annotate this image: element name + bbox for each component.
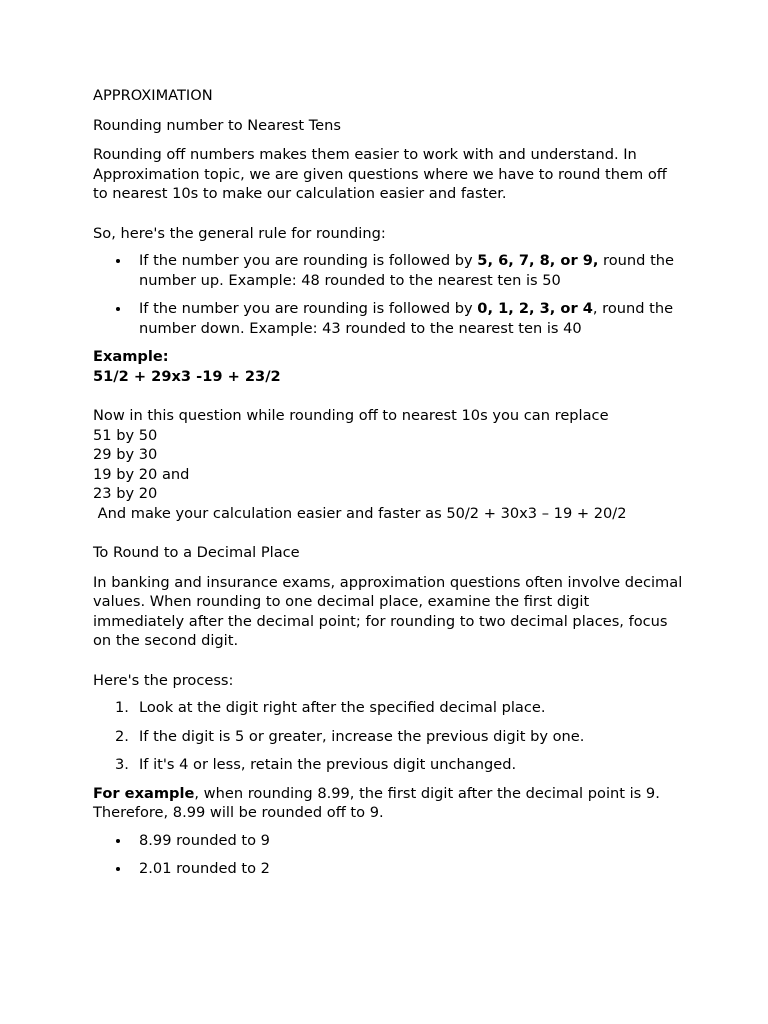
list-item: [93, 251, 683, 290]
replacement-line: 51 by 50: [93, 426, 158, 444]
document-page: [93, 86, 683, 888]
decimal-intro-paragraph: In banking and insurance exams, approximation questions often involve decimal values. When rounding to one decimal place, examine the first digit immediately after the decimal point; for rounding to two decimal places, focus on the second digit.: [93, 573, 683, 649]
list-item: [93, 755, 683, 775]
rule-text: If the number you are rounding is followed by: [139, 300, 478, 317]
step-text: If it's 4 or less, retain the previous digit unchanged.: [139, 756, 517, 773]
example-bold-label: For example: [93, 784, 195, 802]
rule-intro: So, here's the general rule for rounding:: [93, 224, 386, 242]
rule-text: , round the number down. Example: 43 rounded to the nearest ten is 40: [139, 300, 674, 337]
rule-bold-digits: 5, 6, 7, 8, or 9,: [477, 252, 599, 269]
list-item: [93, 698, 683, 718]
example-expression-text: 51/2 + 29x3 -19 + 23/2: [93, 367, 281, 385]
step-text: If the digit is 5 or greater, increase the previous digit by one.: [139, 727, 585, 745]
rule-text: If the number you are rounding is followed by: [139, 252, 478, 269]
step-text: Look at the digit right after the specified decimal place.: [139, 699, 546, 716]
intro-paragraph: Rounding off numbers makes them easier to work with and understand. In Approximation topic, we are given questions where we have to round them off to nearest 10s to make our calculation easier and faster.: [93, 146, 667, 202]
rule-text: round the number up. Example: 48 rounded to the nearest ten is 50: [139, 252, 675, 289]
rule-bold-digits: 0, 1, 2, 3, or 4: [477, 300, 593, 317]
document-title: APPROXIMATION: [93, 87, 213, 104]
list-item: [93, 727, 683, 747]
step-number: 3.: [115, 756, 129, 773]
decimal-examples-list: [93, 831, 683, 879]
section-heading-nearest-tens: Rounding number to Nearest Tens: [93, 116, 341, 134]
list-item: 8.99 rounded to 9: [93, 831, 683, 851]
rules-list: [93, 251, 683, 338]
step-number: 2.: [115, 727, 129, 745]
process-steps-list: [93, 698, 683, 775]
explanation-line: Now in this question while rounding off to nearest 10s you can replace: [93, 407, 609, 424]
decimal-example-paragraph: [93, 784, 683, 823]
step-number: 1.: [115, 699, 129, 716]
example-label: [93, 347, 683, 367]
replacement-line: 29 by 30: [93, 446, 158, 463]
example-expression: [93, 367, 683, 387]
conclusion-line: And make your calculation easier and faster as 50/2 + 30x3 – 19 + 20/2: [93, 504, 627, 522]
replacement-block: [93, 406, 683, 523]
process-intro: Here's the process:: [93, 671, 234, 689]
example-text: , when rounding 8.99, the first digit after the decimal point is 9. Therefore, 8.99 will be rounded off to 9.: [93, 784, 660, 821]
replacement-line: 19 by 20 and: [93, 465, 190, 483]
example-label-text: Example:: [93, 348, 169, 365]
list-item: 2.01 rounded to 2: [93, 859, 683, 879]
replacement-line: 23 by 20: [93, 485, 158, 502]
section-heading-decimal: To Round to a Decimal Place: [93, 544, 300, 561]
list-item: [93, 299, 683, 338]
